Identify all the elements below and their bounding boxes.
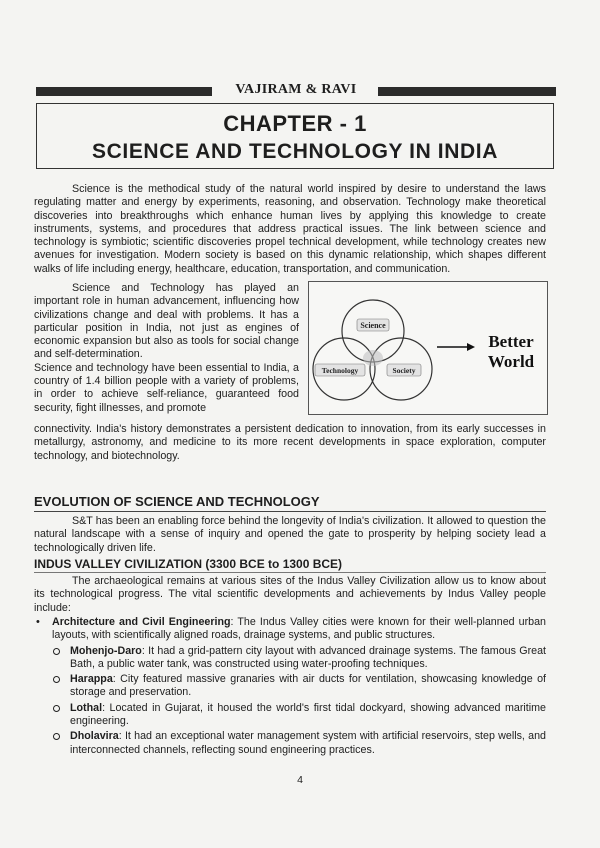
site-text: : It had a grid-pattern city layout with advanced drainage systems. The famous Great Bath, a public water tank, was constructed using water-proofing techniques. (70, 644, 546, 670)
circle-bullet-icon (53, 733, 60, 740)
ivc-paragraph: The archaeological remains at various sites of the Indus Valley Civilization allow us to know about its technological progress. The vital scientific developments and achievements by Indus Valley people include: (34, 575, 546, 614)
site-name: Dholavira (70, 730, 119, 743)
venn-diagram (309, 282, 547, 414)
result-world: World (487, 352, 535, 371)
venn-figure (308, 281, 548, 415)
chapter-number: CHAPTER - 1 (223, 111, 367, 136)
label-society: Society (392, 366, 416, 375)
bullet-text: : The Indus Valley cities were known for their well-planned urban layouts, with scientifically aligned roads, drainage systems, and public structures. (52, 616, 546, 642)
banner-bar-left (36, 87, 212, 96)
site-name: Mohenjo-Daro (70, 644, 142, 657)
site-name: Harappa (70, 673, 113, 686)
intro-paragraph-3-start: Science and technology have been essential to India, a country of 1.4 billion people with a variety of problems, in order to achieve self-reliance, guaranteed food security, fight illnesses, and promote (34, 361, 299, 414)
intro-paragraph-3-end: connectivity. India's history demonstrates a persistent dedication to innovation, from its early successes in metallurgy, astronomy, and medicine to its more recent developments in space exploration, computer technology, and biotechnology. (34, 423, 546, 462)
banner-bar-right (378, 87, 556, 96)
list-item (34, 730, 546, 757)
list-item (34, 645, 546, 672)
section-heading-evolution: EVOLUTION OF SCIENCE AND TECHNOLOGY (34, 494, 546, 512)
page-number: 4 (297, 774, 303, 786)
label-science: Science (360, 321, 386, 330)
ivc-achievements-list (34, 616, 546, 757)
publisher-name: VAJIRAM & RAVI (235, 82, 357, 97)
site-text: : Located in Gujarat, it housed the world's first tidal dockyard, showing advanced maritime engineering. (70, 701, 546, 728)
publisher-banner (36, 84, 556, 98)
list-item (34, 673, 546, 700)
list-item (34, 616, 546, 643)
chapter-title: SCIENCE AND TECHNOLOGY IN INDIA (92, 140, 498, 163)
circle-bullet-icon (53, 676, 60, 683)
circle-bullet-icon (53, 705, 60, 712)
result-better: Better (488, 332, 534, 351)
site-text: : It had an exceptional water management system with artificial reservoirs, step wells, and interconnected channels, reflecting sound engineering practices. (70, 730, 546, 756)
bullet-icon: • (36, 616, 40, 628)
arrow-head (467, 343, 475, 351)
evolution-paragraph: S&T has been an enabling force behind the longevity of India's civilization. It allowed to question the natural landscape with a sense of inquiry and opened the gate to prosperity by helping society lead a technologically driven life. (34, 515, 546, 554)
list-item (34, 702, 546, 729)
bullet-title: Architecture and Civil Engineering (52, 616, 231, 628)
subsection-heading-ivc: INDUS VALLEY CIVILIZATION (3300 BCE to 1300 BCE) (34, 557, 546, 573)
label-technology: Technology (321, 366, 359, 375)
intro-paragraph-2: Science and Technology has played an important role in human advancement, influencing how civilizations change and deal with problems. It has a particular position in India, not just as engines of economic expansion but also as tools for social change and self-determination. (34, 282, 299, 361)
intro-float-text (34, 282, 299, 415)
site-name: Lothal (70, 701, 103, 714)
chapter-title-box (36, 103, 554, 169)
intro-paragraph: Science is the methodical study of the natural world inspired by desire to understand the laws regulating matter and energy by experiments, reasoning, and observation. Technology make theoretical discoveries into breakthroughs which enhance human lives by applying this knowledge to create instruments, systems, and procedures that address practical issues. The link between science and technology is symbiotic; scientific discoveries propel technical development, while technology creates new avenues for investigation. Modern society is based on this dynamic relationship, which shapes different walks of life including energy, healthcare, education, transportation, and communication. (34, 183, 546, 275)
site-text: : City featured massive granaries with air ducts for ventilation, showcasing knowledge of storage and preservation. (70, 673, 546, 699)
circle-bullet-icon (53, 648, 60, 655)
